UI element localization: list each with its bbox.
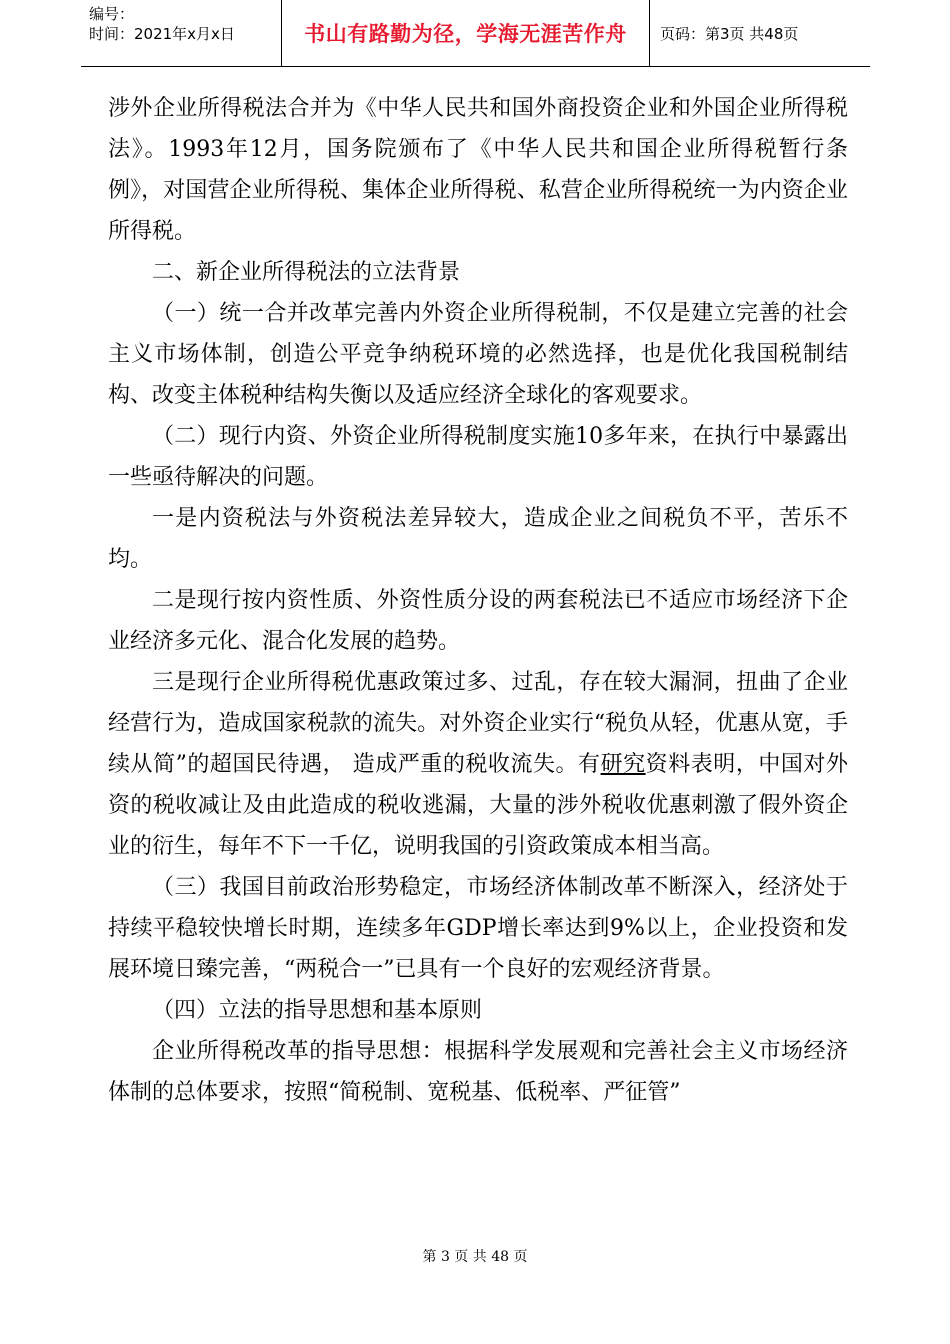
page-header — [81, 0, 870, 67]
paragraph: （二）现行内资、外资企业所得税制度实施10多年来，在执行中暴露出一些亟待解决的问题。 — [108, 424, 848, 490]
page-footer: 第 3 页 共 48 页 — [422, 1249, 528, 1265]
header-page-info: 页码：第3页 共48页 — [660, 24, 799, 43]
number-label: 编号： — [89, 5, 135, 23]
paragraph: 二是现行按内资性质、外资性质分设的两套税法已不适应市场经济下企业经济多元化、混合化发展的趋势。 — [108, 588, 848, 654]
paragraph: 涉外企业所得税法合并为《中华人民共和国外商投资企业和外国企业所得税法》。1993年12月，国务院颁布了《中华人民共和国企业所得税暂行条例》，对国营企业所得税、集体企业所得税、私营企业所得税统一为内资企业所得税。 — [108, 96, 848, 244]
time-label: 时间：2021年x月x日 — [89, 25, 235, 43]
paragraph-text: 三是现行企业所得税优惠政策过多、过乱，存在较大漏洞，扭曲了企业经营行为，造成国家税款的流失。对外资企业实行“税负从轻，优惠从宽，手续从简”的超国民待遇， 造成严重的税收流失。有 — [108, 670, 848, 777]
paragraph — [108, 662, 848, 867]
paragraph: （一）统一合并改革完善内外资企业所得税制，不仅是建立完善的社会主义市场体制，创造公平竞争纳税环境的必然选择，也是优化我国税制结构、改变主体税种结构失衡以及适应经济全球化的客观要求。 — [108, 301, 848, 408]
document-body — [108, 88, 848, 1113]
header-meta — [81, 0, 282, 66]
section-heading: 二、新企业所得税法的立法背景 — [152, 260, 461, 285]
research-link[interactable]: 研究 — [600, 752, 646, 777]
header-motto: 书山有路勤为径，学海无涯苦作舟 — [282, 0, 650, 66]
paragraph: 一是内资税法与外资税法差异较大，造成企业之间税负不平，苦乐不均。 — [108, 506, 848, 572]
paragraph-text: 资料表明，中国对外资的税收减让及由此造成的税收逃漏，大量的涉外税收优惠刺激了假外资企业的衍生，每年不下一千亿，说明我国的引资政策成本相当高。 — [108, 752, 848, 859]
paragraph: （三）我国目前政治形势稳定，市场经济体制改革不断深入，经济处于持续平稳较快增长时期，连续多年GDP增长率达到9%以上，企业投资和发展环境日臻完善，“两税合一”已具有一个良好的宏观经济背景。 — [108, 875, 848, 982]
section-heading: （四）立法的指导思想和基本原则 — [152, 998, 483, 1023]
paragraph: 企业所得税改革的指导思想：根据科学发展观和完善社会主义市场经济体制的总体要求，按照“简税制、宽税基、低税率、严征管” — [108, 1039, 848, 1105]
